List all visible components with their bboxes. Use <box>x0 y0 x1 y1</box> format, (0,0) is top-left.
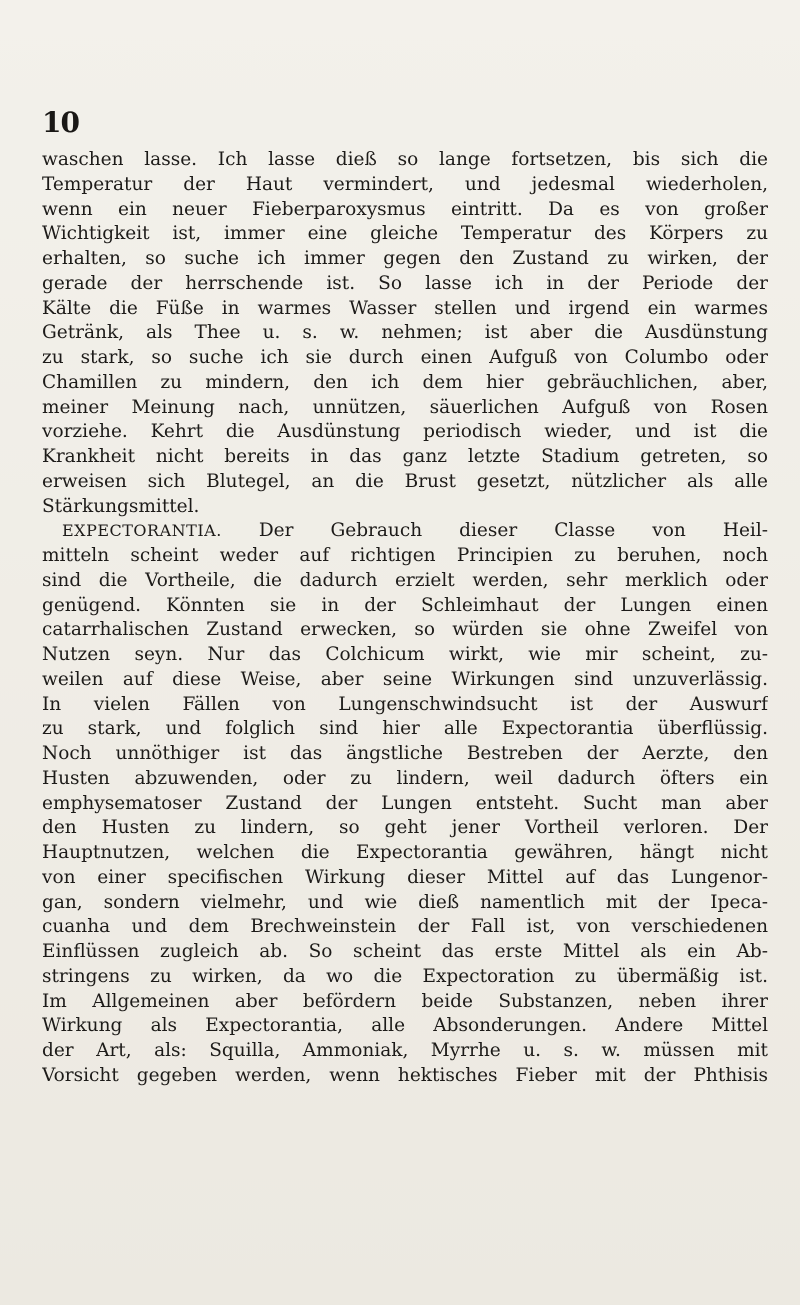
text-line: mitteln scheint weder auf richtigen Principien zu beruhen, noch <box>42 545 768 566</box>
text-line: Nutzen seyn. Nur das Colchicum wirkt, wie mir scheint, zu- <box>42 644 768 665</box>
text-line: Wirkung als Expectorantia, alle Absonderungen. Andere Mittel <box>42 1015 768 1037</box>
text-line: erweisen sich Blutegel, an die Brust gesetzt, nützlicher als alle <box>42 470 768 492</box>
section-heading-line <box>42 519 768 544</box>
text-line: catarrhalischen Zustand erwecken, so würden sie ohne Zweifel von <box>42 619 768 641</box>
text-line: Im Allgemeinen aber befördern beide Substanzen, neben ihrer <box>42 990 768 1012</box>
text-line: meiner Meinung nach, unnützen, säuerlichen Aufguß von Rosen <box>42 396 768 418</box>
text-line: sind die Vortheile, die dadurch erzielt werden, sehr merklich oder <box>42 569 768 591</box>
text-line: Stärkungsmittel. <box>42 495 200 517</box>
text-line: wenn ein neuer Fieberparoxysmus eintritt. Da es von großer <box>42 198 768 220</box>
text-line: weilen auf diese Weise, aber seine Wirkungen sind unzuverlässig. <box>42 668 768 690</box>
text-line: waschen lasse. Ich lasse dieß so lange fortsetzen, bis sich die <box>42 149 768 170</box>
text-line: cuanha und dem Brechweinstein der Fall ist, von verschiedenen <box>42 916 768 938</box>
text-line: In vielen Fällen von Lungenschwindsucht ist der Auswurf <box>42 693 768 715</box>
text-line: Kälte die Füße in warmes Wasser stellen und irgend ein warmes <box>42 297 768 319</box>
section-label: EXPECTORANTIA. <box>62 521 222 541</box>
body-text <box>42 148 768 1089</box>
text-line: von einer specifischen Wirkung dieser Mittel auf das Lungenor- <box>42 866 768 888</box>
text-line: Temperatur der Haut vermindert, und jedesmal wiederholen, <box>42 173 768 195</box>
text-line: den Husten zu lindern, so geht jener Vortheil verloren. Der <box>42 817 768 839</box>
text-line: Einflüssen zugleich ab. So scheint das erste Mittel als ein Ab- <box>42 941 768 962</box>
text-line: Krankheit nicht bereits in das ganz letzte Stadium getreten, so <box>42 446 768 467</box>
text-line: zu stark, und folglich sind hier alle Expectorantia überflüssig. <box>42 718 768 740</box>
text-line: vorziehe. Kehrt die Ausdünstung periodisch wieder, und ist die <box>42 421 768 443</box>
text-line: emphysematoser Zustand der Lungen entsteht. Sucht man aber <box>42 792 768 814</box>
text-line: Vorsicht gegeben werden, wenn hektisches Fieber mit der Phthisis <box>42 1064 768 1086</box>
text-line: Wichtigkeit ist, immer eine gleiche Temperatur des Körpers zu <box>42 223 768 245</box>
text-line: Hauptnutzen, welchen die Expectorantia gewähren, hängt nicht <box>42 842 768 863</box>
text-line: erhalten, so suche ich immer gegen den Zustand zu wirken, der <box>42 248 768 269</box>
text-line: Chamillen zu mindern, den ich dem hier gebräuchlichen, aber, <box>42 371 768 393</box>
text-line: Noch unnöthiger ist das ängstliche Bestreben der Aerzte, den <box>42 743 768 764</box>
text-line: der Art, als: Squilla, Ammoniak, Myrrhe u. s. w. müssen mit <box>42 1040 768 1061</box>
text-line: Husten abzuwenden, oder zu lindern, weil dadurch öfters ein <box>42 767 768 789</box>
text-line: Getränk, als Thee u. s. w. nehmen; ist aber die Ausdünstung <box>42 322 768 344</box>
section-first-line: Der Gebrauch dieser Classe von Heil- <box>258 520 768 542</box>
text-line: genügend. Könnten sie in der Schleimhaut der Lungen einen <box>42 594 768 616</box>
page-number: 10 <box>42 106 79 139</box>
text-line: gerade der herrschende ist. So lasse ich in der Periode der <box>42 272 768 294</box>
text-line: zu stark, so suche ich sie durch einen Aufguß von Columbo oder <box>42 347 768 368</box>
text-line: stringens zu wirken, da wo die Expectoration zu übermäßig ist. <box>42 965 768 987</box>
text-line: gan, sondern vielmehr, und wie dieß namentlich mit der Ipeca- <box>42 891 768 913</box>
